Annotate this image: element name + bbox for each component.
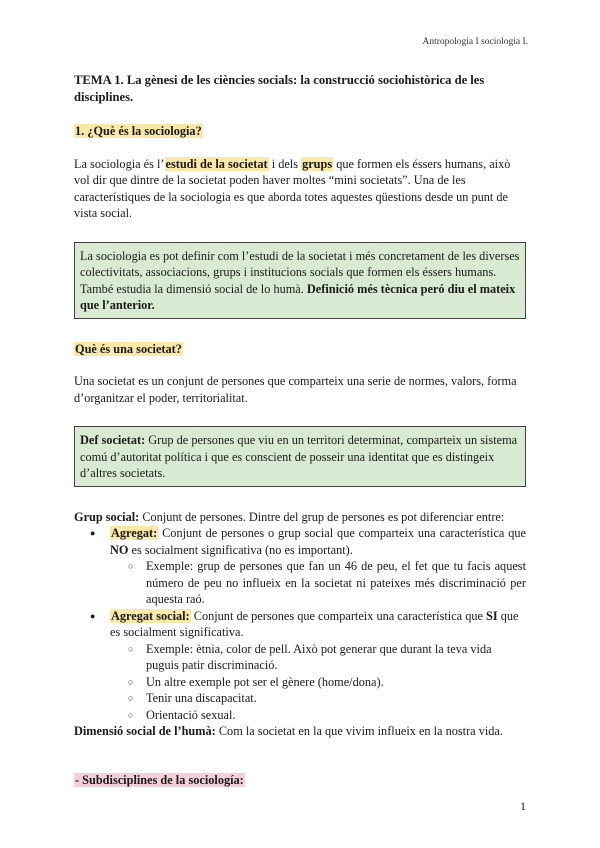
agregat-social-text-1: Conjunt de persones que comparteix una característica que [190,608,487,623]
section-heading-highlight: 1. ¿Què és la sociologia? [75,124,202,138]
document-title: TEMA 1. La gènesi de les ciències socials: la construcció sociohistòrica de les disciplines. [74,73,485,104]
box2-label: Def societat: [80,433,146,447]
section-heading-sociologia [74,123,526,140]
agregat-social-bold: SI [486,608,498,623]
dimensio-paragraph [74,723,526,740]
list-item-agregat-social [110,608,526,724]
societat-heading-highlight: Què és una societat? [75,341,182,356]
grup-social-list [74,525,526,723]
box1-bold-note: Definició més tècnica peró diu el mateix que l’anterior. [80,281,516,312]
section-heading-societat [74,341,526,358]
definition-box-sociologia [74,242,526,319]
dimensio-text: Com la societat en la que vivim influeix en la nostra vida. [215,724,503,738]
subdisciplines-heading-highlight: - Subdisciplines de la sociología: [75,772,244,787]
agregat-text-1: Conjunt de persones o grup social que comparteix una característica que [158,526,526,540]
grup-social-paragraph [74,509,526,526]
section-heading-subdisciplines [74,772,526,789]
agregat-social-text-2: que es socialment significativa. [110,608,519,639]
box1-text: La sociologia es pot definir com l’estudi de la societat i més concretament de les diverses colectivitats, associacions, grups i institucions socials que formen els éssers humans. També estudia la dimensió social de lo humà. [80,248,520,296]
highlight-estudi-societat: estudi de la societat [165,156,268,171]
intro-text-3: que formen els éssers humans, això vol dir que dintre de la societat poden haver moltes “mini societats”. Una de les característiques de la sociologia es que aborda totes aquestes qüestions desde un punt de vista social. [74,156,511,220]
highlight-grups: grups [302,156,333,171]
page-number: 1 [520,799,526,813]
sublist-item: ○ Exemple: grup de persones que fan un 46 de peu, el fet que tu facis aquest número de peu no influeix en la societat ni pateixes més discriminació per aquesta raó. [146,558,526,608]
intro-text-2: i dels [268,156,302,171]
sublist-item: ○ Orientació sexual. [146,707,526,724]
document-body [74,72,526,804]
sublist-item: ○ Exemple: ètnia, color de pell. Això pot generar que durant la teva vida puguis patir discriminació. [146,641,526,674]
definition-box-societat [74,426,526,487]
agregat-label: Agregat: [111,526,158,540]
page-header: Antropologia I sociologia I. [422,37,528,47]
sublist-item: ○ Tenir una discapacitat. [146,690,526,707]
grup-social-text: Conjunt de persones. Dintre del grup de persones es pot diferenciar entre: [139,509,505,524]
intro-text-1: La sociologia és l’ [74,156,165,171]
dimensio-label: Dimensió social de l’humà: [74,724,216,738]
grup-social-label: Grup social: [74,509,140,524]
box2-text: Grup de persones que viu en un territori determinat, comparteix un sistema comú d’autoritat política i que es conscient de posseir una identitat que es distingeix d’altres societats. [80,433,518,480]
intro-paragraph [74,156,526,222]
agregat-social-sublist [110,641,526,724]
agregat-social-label: Agregat social: [111,608,190,623]
list-item-agregat [110,525,526,608]
sublist-item: ○ Un altre exemple pot ser el gènere (home/dona). [146,674,526,691]
agregat-sublist [110,558,526,608]
societat-paragraph: Una societat es un conjunt de persones que comparteix una serie de normes, valors, forma d’organitzar el poder, territorialitat. [74,374,517,405]
agregat-bold: NO [110,542,129,557]
agregat-text-2: es socialment significativa (no es important). [128,542,353,557]
